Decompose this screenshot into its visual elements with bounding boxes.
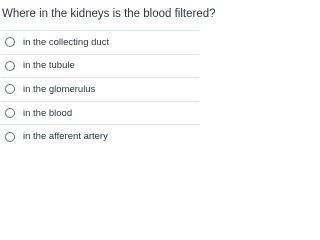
radio-button[interactable] — [5, 84, 15, 94]
answer-group — [0, 30, 200, 54]
radio-button[interactable] — [5, 132, 15, 142]
radio-button[interactable] — [5, 108, 15, 118]
answer-option-tubule[interactable] — [0, 55, 200, 78]
answer-option-afferent-artery[interactable] — [0, 125, 200, 148]
radio-button[interactable] — [5, 37, 15, 47]
answer-option-collecting-duct[interactable] — [0, 31, 200, 54]
answer-option-glomerulus[interactable] — [0, 78, 200, 101]
answer-label: in the tubule — [23, 60, 75, 72]
answer-label: in the collecting duct — [23, 36, 110, 48]
question-text: Where in the kidneys is the blood filtered? — [2, 8, 216, 20]
answer-group — [0, 54, 200, 78]
radio-button[interactable] — [5, 61, 15, 71]
answer-label: in the afferent artery — [23, 131, 108, 143]
answer-option-blood[interactable] — [0, 102, 200, 125]
answer-group — [0, 77, 200, 101]
answer-group — [0, 124, 200, 148]
answer-list — [0, 30, 200, 148]
answer-label: in the blood — [23, 107, 73, 119]
answer-group — [0, 101, 200, 125]
answer-label: in the glomerulus — [23, 83, 96, 95]
quiz-question-card — [0, 0, 216, 153]
